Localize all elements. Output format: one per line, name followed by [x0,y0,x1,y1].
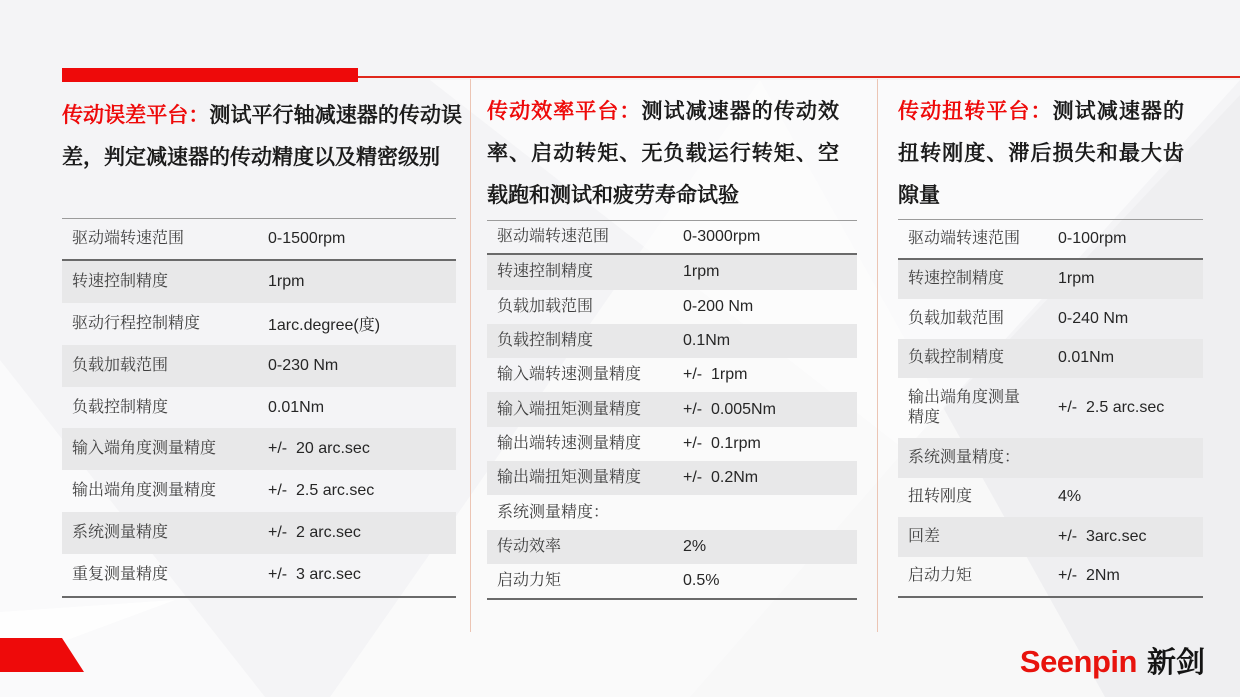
row-label: 转速控制精度 [908,270,1005,288]
table-row [898,557,1203,597]
row-value: +/- 2.5 arc.sec [268,482,375,500]
row-label: 负载控制精度 [497,332,594,350]
row-value: +/- 0.005Nm [683,400,776,418]
table-row [898,517,1203,557]
row-label: 传动效率 [497,537,562,555]
row-label: 输入端转速测量精度 [497,366,642,384]
row-label: 驱动端转速范围 [908,229,1021,247]
row-label: 负载加载范围 [72,356,169,374]
table-row [487,221,857,255]
table-row [62,387,456,429]
row-label: 驱动行程控制精度 [72,314,201,332]
column-1-title-red: 传动误差平台： [62,104,210,127]
row-label: 输出端扭矩测量精度 [497,469,642,487]
row-label: 启动力矩 [497,572,562,590]
column-3-title-red: 传动扭转平台： [898,100,1053,123]
table-row [487,530,857,564]
row-value: 4% [1058,488,1082,506]
column-2-title-red: 传动效率平台： [487,100,642,123]
row-value: +/- 3 arc.sec [268,566,361,584]
row-label: 输入端扭矩测量精度 [497,400,642,418]
row-value: +/- 2.5 arc.sec [1058,399,1165,416]
table-row [62,554,456,596]
row-value: 1rpm [1058,270,1095,288]
row-value: +/- 2 arc.sec [268,524,361,542]
column-2-title-rest: 测试减速器的传动效率、启动转矩、无负载运行转矩、空载跑和测试和疲劳寿命试验 [487,100,840,207]
row-label: 系统测量精度： [908,448,1021,466]
row-label: 输出端转速测量精度 [497,434,642,452]
row-label: 负载加载范围 [908,309,1005,327]
row-label: 启动力矩 [908,567,973,585]
table-row [62,345,456,387]
row-label: 负载控制精度 [72,398,169,416]
table-row [487,564,857,598]
table-row [62,219,456,261]
row-label: 输入端角度测量精度 [72,440,217,458]
row-label: 转速控制精度 [72,272,169,290]
table-row [62,512,456,554]
column-3-title-rest: 测试减速器的扭转刚度、滞后损失和最大齿隙量 [898,100,1185,207]
row-label: 负载加载范围 [497,297,594,315]
logo-brand-text: Seenpin [1019,644,1137,679]
company-logo [1020,640,1205,681]
top-accent-bar [62,68,358,82]
row-value: 0.01Nm [268,398,325,416]
table-row [62,470,456,512]
row-value: 1rpm [683,263,720,281]
row-value: 0.01Nm [1058,349,1115,367]
row-label: 驱动端转速范围 [72,229,185,247]
row-value: 1rpm [268,272,305,290]
table-row [62,261,456,303]
table-row [898,438,1203,478]
row-value: 0.1Nm [683,332,731,350]
row-value: +/- 20 arc.sec [268,440,370,458]
table-row [487,290,857,324]
row-value: 2% [683,537,707,555]
spec-table-transmission-efficiency [487,220,857,600]
table-row [487,392,857,426]
row-label: 驱动端转速范围 [497,228,610,246]
row-value: 1arc.degree(度) [268,317,381,335]
table-row [487,324,857,358]
row-label: 转速控制精度 [497,263,594,281]
row-label: 系统测量精度： [497,503,610,521]
table-row [62,303,456,345]
spec-table-transmission-error [62,218,456,598]
table-row [487,427,857,461]
row-value: 0-240 Nm [1058,309,1129,327]
row-label: 系统测量精度 [72,524,169,542]
row-value: 0-3000rpm [683,228,761,246]
table-row [487,461,857,495]
table-row [487,358,857,392]
table-row [898,220,1203,260]
column-1-title-rest: 测试平行轴减速器的传动误差，判定减速器的传动精度以及精密级别 [62,104,463,169]
row-label: 扭转刚度 [908,488,973,506]
row-value: +/- 0.1rpm [683,434,761,452]
row-label: 回差 [908,527,941,545]
table-row [62,428,456,470]
table-row [487,495,857,529]
row-value: +/- 2Nm [1058,567,1120,585]
row-label: 负载控制精度 [908,349,1005,367]
row-value: 0.5% [683,572,720,590]
row-value: 0-230 Nm [268,356,339,374]
row-value: 0-1500rpm [268,229,346,247]
row-label: 输出端角度测量精度 [72,482,217,500]
column-divider-2 [877,79,878,632]
spec-table-transmission-torsion [898,219,1203,598]
column-1-title [62,95,462,179]
table-row [898,478,1203,518]
row-label: 重复测量精度 [72,566,169,584]
row-value: 0-200 Nm [683,297,754,315]
row-label: 输出端角度测量精度 [908,389,1021,426]
row-value: +/- 0.2Nm [683,469,759,487]
row-value: +/- 3arc.sec [1058,527,1147,545]
row-value: +/- 1rpm [683,366,748,384]
table-row [898,378,1203,438]
logo-cjk-text: 新剑 [1146,647,1205,679]
column-2-title [487,91,839,217]
table-row [898,339,1203,379]
column-divider-1 [470,79,471,632]
table-row [898,299,1203,339]
column-3-title [898,91,1184,217]
row-value: 0-100rpm [1058,229,1127,247]
table-row [487,255,857,289]
table-row [898,260,1203,300]
